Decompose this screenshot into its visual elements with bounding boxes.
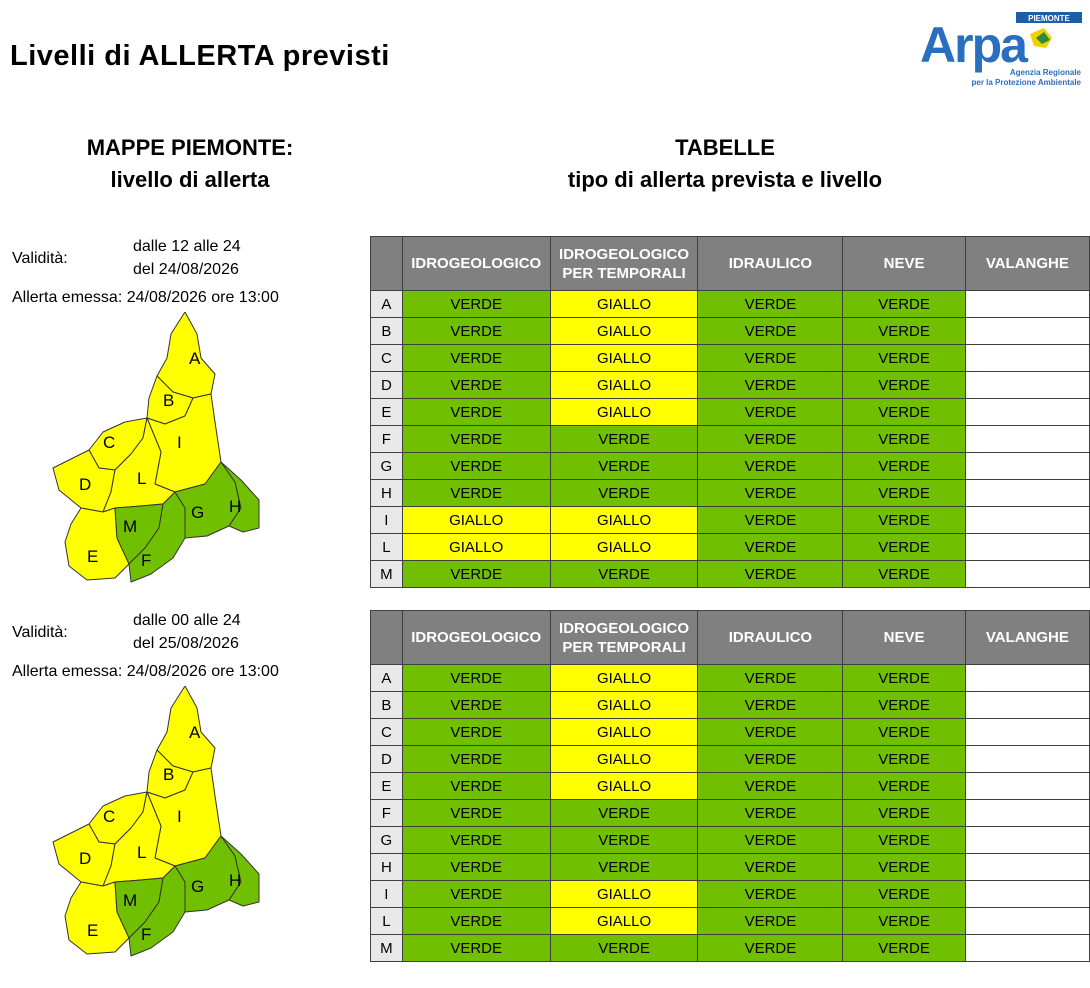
table-row (371, 665, 1090, 692)
cell-temporali: GIALLO (550, 692, 698, 719)
header-temporali-line2: PER TEMPORALI (562, 264, 686, 282)
header-corner (371, 611, 403, 665)
cell-temporali: GIALLO (550, 507, 698, 534)
table-row (371, 399, 1090, 426)
cell-temporali: GIALLO (550, 773, 698, 800)
header-neve: NEVE (843, 237, 965, 291)
cell-temporali: GIALLO (550, 746, 698, 773)
cell-neve: VERDE (843, 719, 965, 746)
cell-neve: VERDE (843, 480, 965, 507)
cell-idraulico: VERDE (698, 453, 843, 480)
map-label-f: F (141, 925, 152, 944)
table-row (371, 854, 1090, 881)
cell-neve: VERDE (843, 318, 965, 345)
zone-cell: L (371, 534, 403, 561)
validity-text (133, 609, 241, 655)
validity-line1: dalle 12 alle 24 (133, 238, 241, 255)
cell-idrogeologico: VERDE (402, 480, 550, 507)
cell-temporali: GIALLO (550, 399, 698, 426)
cell-idrogeologico: VERDE (402, 453, 550, 480)
zone-cell: H (371, 854, 403, 881)
zone-cell: G (371, 827, 403, 854)
table-row (371, 692, 1090, 719)
map-label-i: I (177, 433, 182, 452)
header-idraulico: IDRAULICO (698, 237, 843, 291)
cell-idraulico: VERDE (698, 827, 843, 854)
validity-line2: del 25/08/2026 (133, 635, 239, 652)
cell-neve: VERDE (843, 561, 965, 588)
cell-temporali: VERDE (550, 426, 698, 453)
cell-neve: VERDE (843, 746, 965, 773)
validity-text (133, 235, 241, 281)
table-row (371, 800, 1090, 827)
table-header-row (371, 237, 1090, 291)
header-temporali-line1: IDROGEOLOGICO (559, 619, 690, 637)
cell-neve: VERDE (843, 665, 965, 692)
map-label-g: G (191, 877, 205, 896)
cell-temporali: VERDE (550, 827, 698, 854)
map-label-e: E (87, 547, 99, 566)
cell-idraulico: VERDE (698, 318, 843, 345)
cell-idraulico: VERDE (698, 291, 843, 318)
cell-temporali: GIALLO (550, 534, 698, 561)
cell-idrogeologico: GIALLO (402, 534, 550, 561)
cell-idraulico: VERDE (698, 881, 843, 908)
cell-temporali: VERDE (550, 800, 698, 827)
zone-cell: I (371, 507, 403, 534)
table-body (371, 665, 1090, 962)
logo-badge: PIEMONTE (1028, 14, 1070, 23)
tables-heading (480, 132, 970, 196)
cell-idraulico: VERDE (698, 773, 843, 800)
cell-idrogeologico: VERDE (402, 908, 550, 935)
cell-idraulico: VERDE (698, 399, 843, 426)
cell-valanghe (965, 692, 1089, 719)
cell-neve: VERDE (843, 881, 965, 908)
cell-temporali: GIALLO (550, 719, 698, 746)
cell-temporali: GIALLO (550, 908, 698, 935)
page-title: Livelli di ALLERTA previsti (10, 40, 390, 72)
cell-valanghe (965, 399, 1089, 426)
map-label-i: I (177, 807, 182, 826)
zone-cell: B (371, 318, 403, 345)
table-body (371, 291, 1090, 588)
cell-neve: VERDE (843, 534, 965, 561)
map-label-h: H (229, 497, 242, 516)
cell-neve: VERDE (843, 908, 965, 935)
cell-idraulico: VERDE (698, 692, 843, 719)
issued-text: Allerta emessa: 24/08/2026 ore 13:00 (12, 289, 279, 306)
cell-valanghe (965, 881, 1089, 908)
cell-neve: VERDE (843, 291, 965, 318)
cell-neve: VERDE (843, 854, 965, 881)
cell-valanghe (965, 908, 1089, 935)
cell-idrogeologico: GIALLO (402, 507, 550, 534)
map-label-h: H (229, 871, 242, 890)
cell-neve: VERDE (843, 935, 965, 962)
cell-neve: VERDE (843, 399, 965, 426)
cell-valanghe (965, 426, 1089, 453)
table-row (371, 372, 1090, 399)
header-idrogeologico: IDROGEOLOGICO (402, 237, 550, 291)
cell-valanghe (965, 345, 1089, 372)
cell-valanghe (965, 453, 1089, 480)
cell-neve: VERDE (843, 692, 965, 719)
validity-line2: del 24/08/2026 (133, 261, 239, 278)
header-corner (371, 237, 403, 291)
cell-idrogeologico: VERDE (402, 935, 550, 962)
cell-idrogeologico: VERDE (402, 881, 550, 908)
header-temporali (550, 237, 698, 291)
cell-idrogeologico: VERDE (402, 800, 550, 827)
cell-temporali: GIALLO (550, 318, 698, 345)
tables-heading-line1: TABELLE (675, 135, 775, 160)
cell-temporali: GIALLO (550, 881, 698, 908)
map-label-g: G (191, 503, 205, 522)
cell-idrogeologico: VERDE (402, 854, 550, 881)
cell-idraulico: VERDE (698, 480, 843, 507)
header-temporali-line1: IDROGEOLOGICO (559, 245, 690, 263)
zone-cell: C (371, 719, 403, 746)
map-label-l: L (137, 469, 147, 488)
cell-valanghe (965, 318, 1089, 345)
zone-cell: A (371, 291, 403, 318)
cell-temporali: VERDE (550, 561, 698, 588)
zone-cell: M (371, 935, 403, 962)
cell-temporali: GIALLO (550, 372, 698, 399)
cell-idrogeologico: VERDE (402, 692, 550, 719)
cell-valanghe (965, 854, 1089, 881)
issued-text: Allerta emessa: 24/08/2026 ore 13:00 (12, 663, 279, 680)
table-row (371, 908, 1090, 935)
map-label-a: A (189, 723, 201, 742)
cell-temporali: VERDE (550, 480, 698, 507)
cell-valanghe (965, 935, 1089, 962)
cell-valanghe (965, 827, 1089, 854)
map-label-f: F (141, 551, 152, 570)
cell-temporali: VERDE (550, 453, 698, 480)
zone-cell: L (371, 908, 403, 935)
map-label-m: M (123, 517, 138, 536)
map-label-b: B (163, 391, 175, 410)
table-row (371, 345, 1090, 372)
cell-idraulico: VERDE (698, 800, 843, 827)
cell-neve: VERDE (843, 827, 965, 854)
cell-temporali: GIALLO (550, 665, 698, 692)
table-header-row (371, 611, 1090, 665)
cell-valanghe (965, 561, 1089, 588)
table-row (371, 480, 1090, 507)
cell-idrogeologico: VERDE (402, 399, 550, 426)
table-row (371, 318, 1090, 345)
logo-subtitle-1: Agenzia Regionale (1009, 68, 1081, 77)
table-row (371, 426, 1090, 453)
table-row (371, 935, 1090, 962)
cell-temporali: GIALLO (550, 345, 698, 372)
table-row (371, 291, 1090, 318)
maps-heading (40, 132, 340, 196)
cell-neve: VERDE (843, 507, 965, 534)
cell-valanghe (965, 800, 1089, 827)
table-row (371, 534, 1090, 561)
map-label-a: A (189, 349, 201, 368)
alert-table (370, 610, 1090, 962)
cell-valanghe (965, 665, 1089, 692)
table-row (371, 773, 1090, 800)
cell-neve: VERDE (843, 453, 965, 480)
map-label-l: L (137, 843, 147, 862)
table-row (371, 507, 1090, 534)
validity-label: Validità: (12, 624, 68, 641)
header-temporali-line2: PER TEMPORALI (562, 638, 686, 656)
zone-cell: F (371, 800, 403, 827)
cell-valanghe (965, 719, 1089, 746)
map-label-c: C (103, 807, 116, 826)
table-row (371, 453, 1090, 480)
cell-temporali: GIALLO (550, 291, 698, 318)
cell-temporali: VERDE (550, 935, 698, 962)
cell-idrogeologico: VERDE (402, 291, 550, 318)
table-row (371, 719, 1090, 746)
maps-heading-line1: MAPPE PIEMONTE: (86, 135, 294, 160)
alert-table (370, 236, 1090, 588)
cell-valanghe (965, 507, 1089, 534)
cell-neve: VERDE (843, 426, 965, 453)
piemonte-map (45, 686, 265, 966)
logo-wordmark: Arpa (920, 17, 1026, 73)
validity-line1: dalle 00 alle 24 (133, 612, 241, 629)
cell-valanghe (965, 746, 1089, 773)
zone-cell: F (371, 426, 403, 453)
zone-cell: E (371, 773, 403, 800)
zone-cell: M (371, 561, 403, 588)
cell-valanghe (965, 773, 1089, 800)
zone-cell: H (371, 480, 403, 507)
cell-idraulico: VERDE (698, 854, 843, 881)
table-row (371, 881, 1090, 908)
cell-idraulico: VERDE (698, 665, 843, 692)
validity-label: Validità: (12, 250, 68, 267)
cell-valanghe (965, 372, 1089, 399)
cell-idrogeologico: VERDE (402, 426, 550, 453)
cell-idrogeologico: VERDE (402, 318, 550, 345)
arpa-logo (918, 12, 1083, 88)
table-row (371, 827, 1090, 854)
header-neve: NEVE (843, 611, 965, 665)
cell-idraulico: VERDE (698, 719, 843, 746)
cell-idraulico: VERDE (698, 426, 843, 453)
cell-valanghe (965, 480, 1089, 507)
cell-idraulico: VERDE (698, 534, 843, 561)
zone-cell: E (371, 399, 403, 426)
zone-cell: I (371, 881, 403, 908)
zone-cell: D (371, 746, 403, 773)
cell-neve: VERDE (843, 372, 965, 399)
header-temporali (550, 611, 698, 665)
tables-heading-line2: tipo di allerta prevista e livello (567, 167, 883, 192)
zone-cell: A (371, 665, 403, 692)
map-label-m: M (123, 891, 138, 910)
cell-idraulico: VERDE (698, 507, 843, 534)
zone-cell: C (371, 345, 403, 372)
maps-heading-line2: livello di allerta (110, 167, 270, 192)
cell-idraulico: VERDE (698, 908, 843, 935)
cell-idraulico: VERDE (698, 345, 843, 372)
map-label-d: D (79, 849, 92, 868)
cell-valanghe (965, 291, 1089, 318)
cell-idrogeologico: VERDE (402, 746, 550, 773)
map-label-c: C (103, 433, 116, 452)
map-label-d: D (79, 475, 92, 494)
header-idraulico: IDRAULICO (698, 611, 843, 665)
cell-idraulico: VERDE (698, 746, 843, 773)
zone-cell: D (371, 372, 403, 399)
map-label-b: B (163, 765, 175, 784)
cell-neve: VERDE (843, 345, 965, 372)
cell-neve: VERDE (843, 800, 965, 827)
cell-idrogeologico: VERDE (402, 719, 550, 746)
cell-idrogeologico: VERDE (402, 665, 550, 692)
cell-neve: VERDE (843, 773, 965, 800)
cell-idrogeologico: VERDE (402, 561, 550, 588)
table-row (371, 561, 1090, 588)
map-label-e: E (87, 921, 99, 940)
header-idrogeologico: IDROGEOLOGICO (402, 611, 550, 665)
cell-idrogeologico: VERDE (402, 372, 550, 399)
cell-idraulico: VERDE (698, 561, 843, 588)
logo-subtitle-2: per la Protezione Ambientale (971, 78, 1081, 87)
cell-valanghe (965, 534, 1089, 561)
cell-idraulico: VERDE (698, 935, 843, 962)
cell-idraulico: VERDE (698, 372, 843, 399)
header-valanghe: VALANGHE (965, 237, 1089, 291)
zone-cell: B (371, 692, 403, 719)
zone-cell: G (371, 453, 403, 480)
cell-idrogeologico: VERDE (402, 345, 550, 372)
piemonte-map (45, 312, 265, 592)
cell-temporali: VERDE (550, 854, 698, 881)
cell-idrogeologico: VERDE (402, 827, 550, 854)
header-valanghe: VALANGHE (965, 611, 1089, 665)
cell-idrogeologico: VERDE (402, 773, 550, 800)
table-row (371, 746, 1090, 773)
